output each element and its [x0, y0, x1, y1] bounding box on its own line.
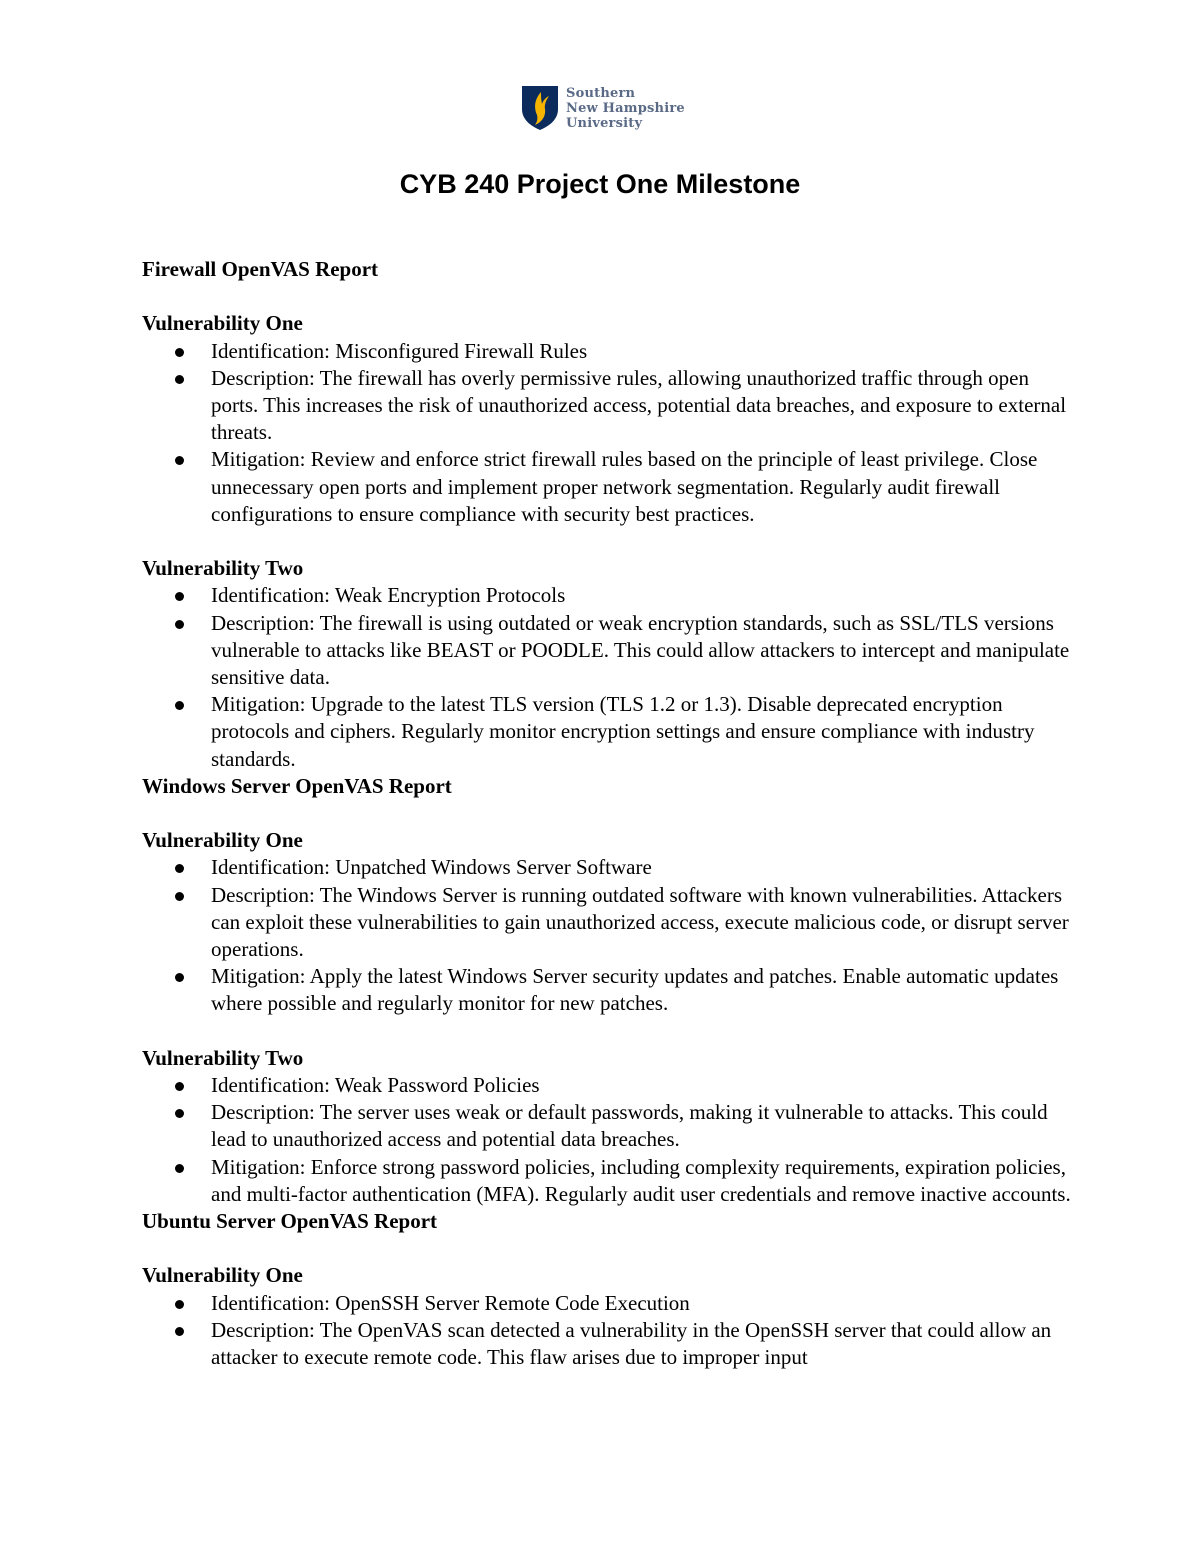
list-item: Description: The OpenVAS scan detected a vulnerability in the OpenSSH server that could allow an attacker to execute remote code. This flaw arises due to improper input — [142, 1317, 1072, 1371]
document-title: CYB 240 Project One Milestone — [399, 169, 801, 199]
list-item: Identification: Misconfigured Firewall Rules — [142, 338, 1072, 365]
vuln-heading: Vulnerability Two — [142, 556, 304, 581]
list-item: Description: The firewall is using outdated or weak encryption standards, such as SSL/TLS versions vulnerable to attacks like BEAST or POODLE. This could allow attackers to intercept and manipulate sensitive data. — [142, 610, 1072, 692]
bullet-icon — [175, 592, 184, 601]
vuln-list — [142, 854, 1072, 1017]
list-item: Identification: OpenSSH Server Remote Code Execution — [142, 1290, 1072, 1317]
list-item: Mitigation: Apply the latest Windows Server security updates and patches. Enable automatic updates where possible and regularly monitor for new patches. — [142, 963, 1072, 1017]
bullet-icon — [175, 1327, 184, 1336]
list-item: Identification: Weak Password Policies — [142, 1072, 1072, 1099]
bullet-icon — [175, 973, 184, 982]
vuln-heading: Vulnerability One — [142, 828, 303, 853]
report-heading-windows: Windows Server OpenVAS Report — [142, 773, 452, 798]
bullet-icon — [175, 1082, 184, 1091]
list-item: Description: The server uses weak or default passwords, making it vulnerable to attacks. This could lead to unauthorized access and potential data breaches. — [142, 1099, 1072, 1153]
list-item: Identification: Weak Encryption Protocols — [142, 582, 1072, 609]
bullet-icon — [175, 620, 184, 629]
bullet-icon — [175, 892, 184, 901]
vuln-heading: Vulnerability One — [142, 1263, 303, 1288]
university-logo — [521, 85, 685, 131]
bullet-icon — [175, 1300, 184, 1309]
report-heading-firewall: Firewall OpenVAS Report — [142, 257, 379, 281]
list-item: Mitigation: Enforce strong password policies, including complexity requirements, expiration policies, and multi-factor authentication (MFA). Regularly audit user credentials and remove inactive accounts. — [142, 1154, 1072, 1208]
vuln-list — [142, 1290, 1072, 1372]
vuln-list — [142, 1072, 1072, 1208]
bullet-icon — [175, 456, 184, 465]
bullet-icon — [175, 348, 184, 357]
list-item: Identification: Unpatched Windows Server Software — [142, 854, 1072, 881]
bullet-icon — [175, 864, 184, 873]
bullet-icon — [175, 1164, 184, 1173]
vuln-list — [142, 338, 1072, 528]
bullet-icon — [175, 1109, 184, 1118]
list-item: Description: The Windows Server is running outdated software with known vulnerabilities. Attackers can exploit these vulnerabilities to gain unauthorized access, execute malicious code, or disrupt server operations. — [142, 882, 1072, 964]
vuln-heading: Vulnerability Two — [142, 1045, 304, 1070]
report-heading-ubuntu: Ubuntu Server OpenVAS Report — [142, 1209, 438, 1234]
bullet-icon — [175, 701, 184, 710]
list-item: Description: The firewall has overly permissive rules, allowing unauthorized traffic through open ports. This increases the risk of unauthorized access, potential data breaches, and exposure to external threats. — [142, 365, 1072, 447]
vuln-list — [142, 582, 1072, 772]
logo-line-1: Southern — [566, 85, 636, 101]
document-body — [142, 256, 1072, 1371]
logo-line-3: University — [566, 115, 643, 131]
list-item: Mitigation: Review and enforce strict firewall rules based on the principle of least privilege. Close unnecessary open ports and implement proper network segmentation. Regularly audit firewall configurations to ensure compliance with security best practices. — [142, 446, 1072, 528]
university-shield-icon — [521, 85, 559, 131]
list-item: Mitigation: Upgrade to the latest TLS version (TLS 1.2 or 1.3). Disable deprecated encryption protocols and ciphers. Regularly monitor encryption settings and ensure compliance with industry standards. — [142, 691, 1072, 773]
university-name — [566, 86, 685, 131]
vuln-heading: Vulnerability One — [142, 311, 303, 336]
logo-line-2: New Hampshire — [566, 100, 685, 116]
bullet-icon — [175, 375, 184, 384]
